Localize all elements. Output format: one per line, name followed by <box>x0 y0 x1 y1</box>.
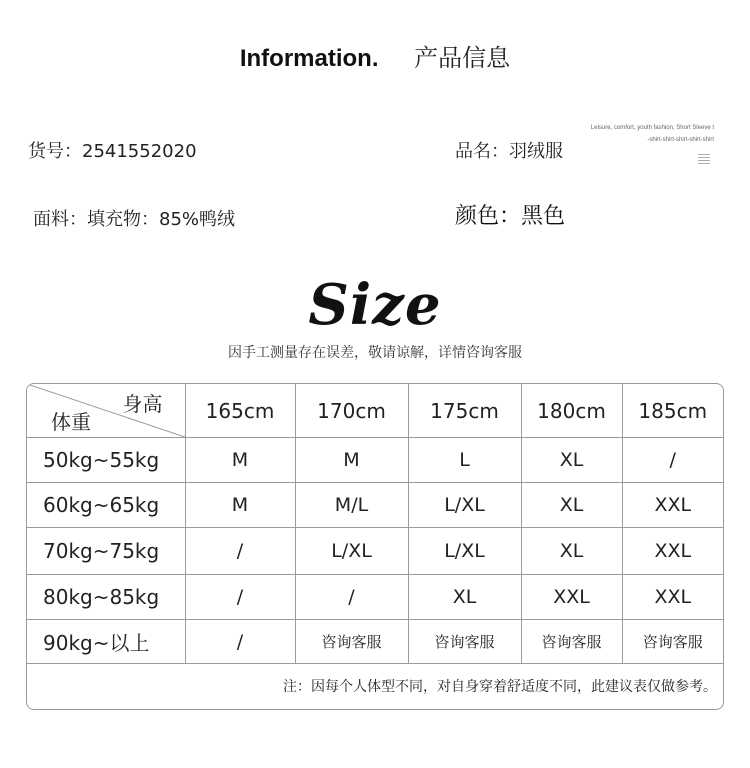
table-row <box>27 438 723 483</box>
height-header: 165cm <box>185 384 295 438</box>
size-cell: 咨询客服 <box>622 620 723 664</box>
height-axis-label: 身高 <box>122 392 163 416</box>
color-info: 颜色：黑色 <box>455 204 566 229</box>
decorative-caption-line2: -shirt-shirt-shirt-shirt-shirt <box>647 137 714 143</box>
size-note: 注：因每个人体型不同，对自身穿着舒适度不同，此建议表仅做参考。 <box>27 664 723 709</box>
table-header-row <box>27 384 723 438</box>
height-header: 175cm <box>408 384 521 438</box>
height-header: 185cm <box>622 384 723 438</box>
item-number: 货号：2541552020 <box>28 141 197 162</box>
table-row <box>27 620 723 664</box>
size-subtitle: 因手工测量存在误差，敬请谅解，详情咨询客服 <box>228 345 522 361</box>
weight-axis-label: 体重 <box>51 410 91 434</box>
size-cell: / <box>185 528 295 575</box>
weight-label: 80kg~85kg <box>27 575 185 620</box>
size-cell: XL <box>521 528 622 575</box>
weight-label: 90kg~以上 <box>27 620 185 664</box>
list-icon <box>698 152 710 166</box>
page-title <box>0 38 750 73</box>
product-name: 品名：羽绒服 <box>455 141 563 162</box>
size-table <box>27 384 723 708</box>
size-cell: M/L <box>295 483 408 528</box>
size-cell: M <box>295 438 408 483</box>
size-cell: / <box>185 575 295 620</box>
table-row <box>27 483 723 528</box>
corner-cell <box>27 384 185 438</box>
note-row <box>27 664 723 709</box>
fabric-info: 面料：填充物：85%鸭绒 <box>33 209 236 230</box>
height-header: 170cm <box>295 384 408 438</box>
size-cell: / <box>185 620 295 664</box>
table-row <box>27 528 723 575</box>
decorative-caption-line1: Leisure, comfort, youth fashion, Short Sleeve t <box>590 125 714 131</box>
size-cell: 咨询客服 <box>295 620 408 664</box>
height-header: 180cm <box>521 384 622 438</box>
size-cell: XL <box>408 575 521 620</box>
weight-label: 70kg~75kg <box>27 528 185 575</box>
size-cell: / <box>622 438 723 483</box>
size-cell: L <box>408 438 521 483</box>
weight-label: 50kg~55kg <box>27 438 185 483</box>
size-cell: 咨询客服 <box>408 620 521 664</box>
size-cell: L/XL <box>408 483 521 528</box>
title-english: Information. <box>239 45 379 72</box>
size-cell: M <box>185 483 295 528</box>
size-cell: M <box>185 438 295 483</box>
size-cell: XXL <box>622 575 723 620</box>
size-cell: L/XL <box>408 528 521 575</box>
table-row <box>27 575 723 620</box>
size-cell: XXL <box>622 483 723 528</box>
size-cell: XXL <box>521 575 622 620</box>
size-cell: XL <box>521 438 622 483</box>
title-chinese: 产品信息 <box>414 44 511 72</box>
size-cell: 咨询客服 <box>521 620 622 664</box>
size-cell: L/XL <box>295 528 408 575</box>
size-heading: Size <box>308 272 442 338</box>
decorative-caption <box>560 122 714 146</box>
size-cell: XL <box>521 483 622 528</box>
weight-label: 60kg~65kg <box>27 483 185 528</box>
size-cell: / <box>295 575 408 620</box>
size-chart <box>26 383 724 710</box>
size-cell: XXL <box>622 528 723 575</box>
